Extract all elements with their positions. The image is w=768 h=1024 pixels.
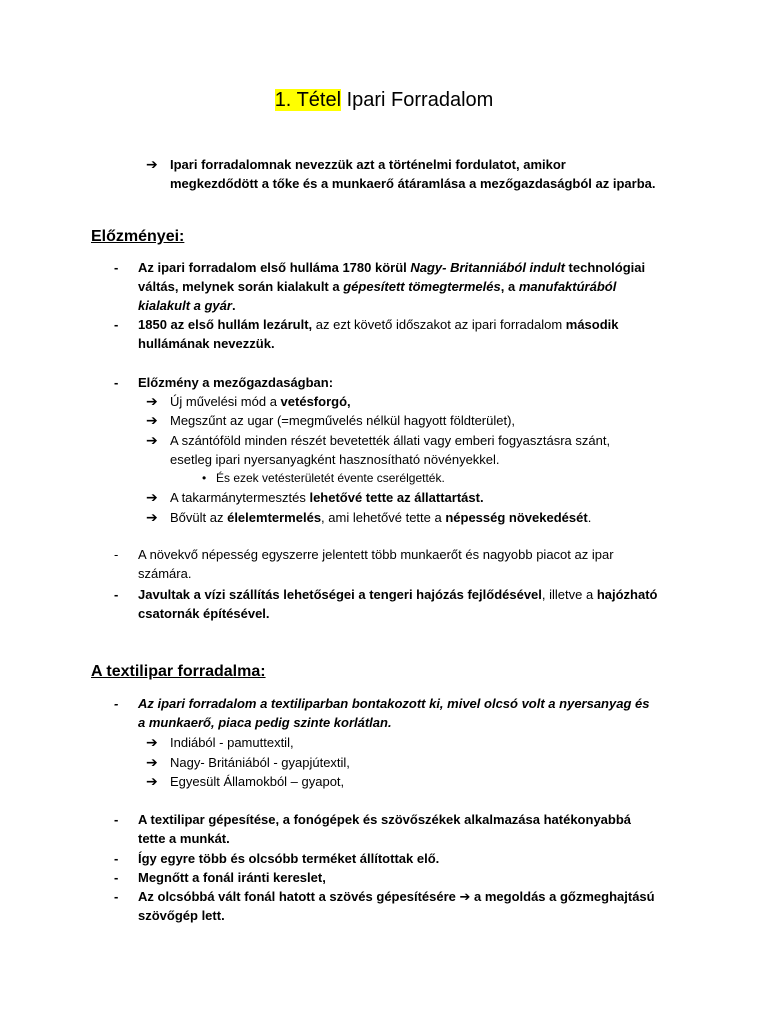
arrow-icon: ➔ — [459, 889, 471, 904]
list-item: - Előzmény a mezőgazdaságban: — [114, 375, 334, 390]
arrow-icon: ➔ — [146, 509, 158, 525]
sub-item: ➔ Indiából - pamuttextil, — [146, 734, 294, 750]
dash-marker: - — [114, 889, 119, 904]
sub-item: ➔ Megszűnt az ugar (=megművelés nélkül hagyott földterület), — [146, 412, 516, 428]
list-item: - Az olcsóbbá vált fonál hatott a szövés gépesítésére ➔ a megoldás a gőzmeghajtású szövőgép lett. — [114, 889, 655, 923]
arrow-icon: ➔ — [146, 156, 158, 172]
arrow-icon: ➔ — [146, 412, 158, 428]
dash-marker: - — [114, 317, 119, 332]
arrow-icon: ➔ — [146, 432, 158, 448]
list-item: - Az ipari forradalom a textiliparban bontakozott ki, mivel olcsó volt a nyersanyag és a munkaerő, piaca pedig szinte korlátlan. — [114, 696, 650, 730]
sub-item: ➔ A szántóföld minden részét bevetették állati vagy emberi fogyasztásra szánt, esetleg ipari nyersanyagként hasznosítható növényekkel. — [146, 432, 611, 467]
dash-marker: - — [114, 260, 119, 275]
arrow-icon: ➔ — [146, 393, 158, 409]
dash-marker: - — [114, 851, 119, 866]
dash-marker: - — [114, 696, 119, 711]
sub-item: ➔ Egyesült Államokból – gyapot, — [146, 773, 345, 789]
section-heading-textilipar: A textilipar forradalma: — [91, 663, 266, 680]
intro-line-1: Ipari forradalomnak nevezzük azt a történelmi fordulatot, amikor — [170, 157, 566, 172]
dash-marker: - — [114, 547, 119, 562]
sub-item: ➔ A takarmánytermesztés lehetővé tette az állattartást. — [146, 489, 484, 505]
section-heading-elozmenyei: Előzményei: — [91, 228, 185, 245]
arrow-icon: ➔ — [146, 773, 158, 789]
list-item: - 1850 az első hullám lezárult, az ezt követő időszakot az ipari forradalom második hullámának nevezzük. — [114, 317, 619, 351]
list-item: - Az ipari forradalom első hulláma 1780 körül Nagy- Britanniából indult technológiai váltás, melynek során kialakult a gépesített tömegtermelés, a manufaktúrából kialakult a gyár. — [114, 260, 646, 313]
title-highlight: 1. Tétel — [274, 89, 342, 111]
dash-marker: - — [114, 870, 119, 885]
dash-marker: - — [114, 812, 119, 827]
list-item: - Így egyre több és olcsóbb terméket állítottak elő. — [114, 851, 440, 866]
sub-item: ➔ Bővült az élelemtermelés, ami lehetővé tette a népesség növekedését. — [146, 509, 592, 525]
dash-marker: - — [114, 375, 119, 390]
intro-paragraph — [148, 155, 708, 193]
intro-line-2: megkezdődött a tőke és a munkaerő átáramlása a mezőgazdaságból az iparba. — [170, 176, 656, 191]
sub-item: ➔ Új művelési mód a vetésforgó, — [146, 393, 351, 409]
page-title — [0, 88, 768, 112]
dash-marker: - — [114, 587, 119, 602]
list-item: - Javultak a vízi szállítás lehetőségei a tengeri hajózás fejlődésével, illetve a hajózható csatornák építésével. — [114, 587, 658, 621]
title-text: Ipari Forradalom — [341, 89, 494, 111]
list-item: - A növekvő népesség egyszerre jelentett több munkaerőt és nagyobb piacot az ipar számára. — [114, 547, 614, 581]
sub-item: ➔ Nagy- Britániából - gyapjútextil, — [146, 754, 350, 770]
list-item: - A textilipar gépesítése, a fonógépek és szövőszékek alkalmazása hatékonyabbá tette a munkát. — [114, 812, 632, 846]
arrow-icon: ➔ — [146, 734, 158, 750]
bullet-item: • És ezek vetésterületét évente cserélgették. — [202, 471, 445, 485]
list-item: - Megnőtt a fonál iránti kereslet, — [114, 870, 326, 885]
arrow-icon: ➔ — [146, 489, 158, 505]
bullet-icon: • — [202, 471, 207, 485]
arrow-icon: ➔ — [146, 754, 158, 770]
